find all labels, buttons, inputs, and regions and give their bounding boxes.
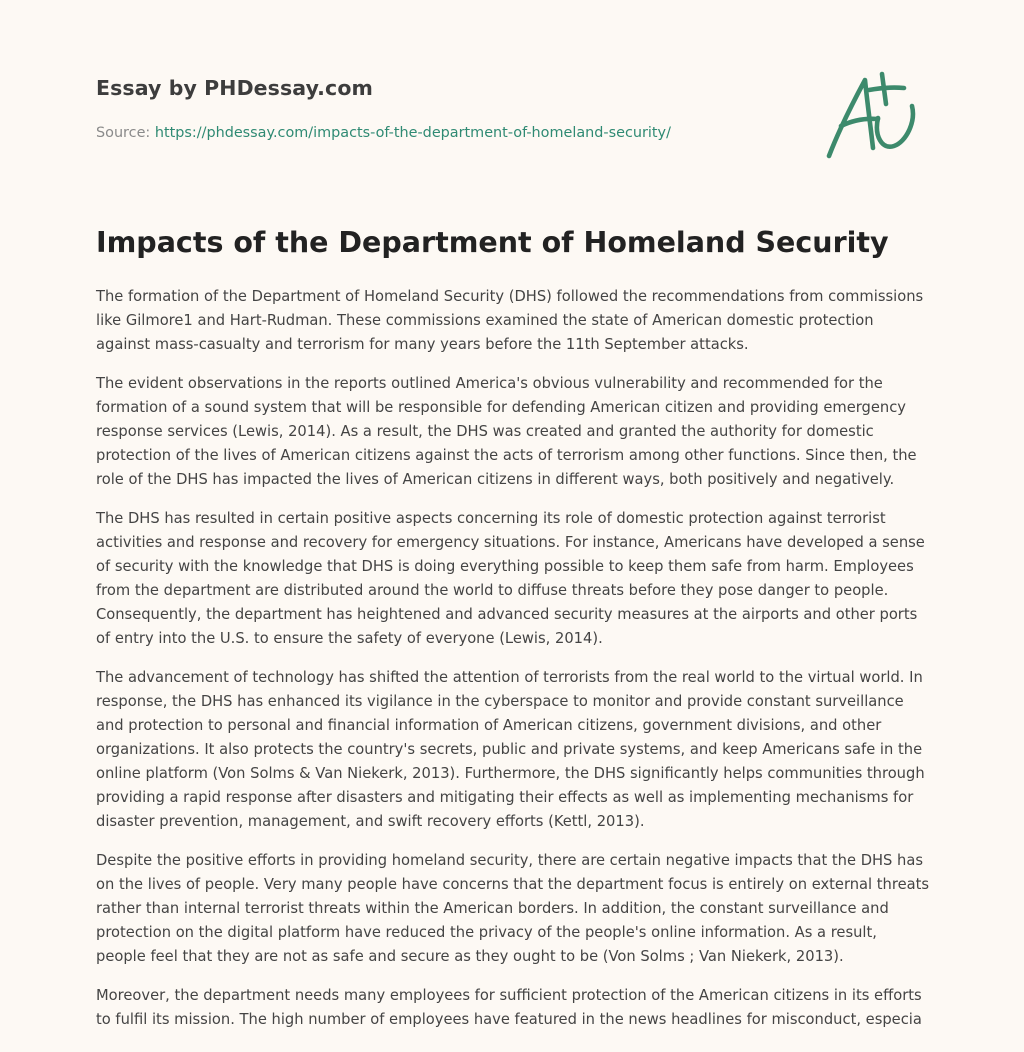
page-title: Impacts of the Department of Homeland Security (96, 226, 889, 259)
brand-title: Essay by PHDessay.com (96, 76, 373, 100)
source-link[interactable]: https://phdessay.com/impacts-of-the-department-of-homeland-security/ (154, 125, 671, 141)
essay-header (96, 76, 796, 141)
a-plus-logo-icon (820, 66, 928, 166)
paragraph-6: Moreover, the department needs many employees for sufficient protection of the American citizens in its efforts to fulfil its mission. The high number of employees have featured in the news headlines for misconduct, especia (96, 987, 922, 1028)
paragraph-3: The DHS has resulted in certain positive aspects concerning its role of domestic protection against terrorist activities and response and recovery for emergency situations. For instance, Americans have developed a sense of security with the knowledge that DHS is doing everything possible to keep them safe from harm. Employees from the department are distributed around the world to diffuse threats before they pose danger to people. Consequently, the department has heightened and advanced security measures at the airports and other ports of entry into the U.S. to ensure the safety of everyone (Lewis, 2014). (96, 510, 925, 647)
paragraph-5: Despite the positive efforts in providing homeland security, there are certain negative impacts that the DHS has on the lives of people. Very many people have concerns that the department focus is entirely on external threats rather than internal terrorist threats within the American borders. In addition, the constant surveillance and protection on the digital platform have reduced the privacy of the people's online information. As a result, people feel that they are not as safe and secure as they ought to be (Von Solms ; Van Niekerk, 2013). (96, 852, 930, 965)
logo-u-stroke (877, 106, 913, 147)
essay-body (96, 285, 931, 1047)
paragraph-4: The advancement of technology has shifted the attention of terrorists from the real world to the virtual world. In response, the DHS has enhanced its vigilance in the cyberspace to monitor and provide constant surveillance and protection to personal and financial information of American citizens, government divisions, and other organizations. It also protects the country's secrets, public and private systems, and keep Americans safe in the online platform (Von Solms & Van Niekerk, 2013). Furthermore, the DHS significantly helps communities through providing a rapid response after disasters and mitigating their effects as well as implementing mechanisms for disaster prevention, management, and swift recovery efforts (Kettl, 2013). (96, 669, 925, 830)
paragraph-2: The evident observations in the reports outlined America's obvious vulnerability and recommended for the formation of a sound system that will be responsible for defending American citizen and providing emergency response services (Lewis, 2014). As a result, the DHS was created and granted the authority for domestic protection of the lives of American citizens against the acts of terrorism among other functions. Since then, the role of the DHS has impacted the lives of American citizens in different ways, both positively and negatively. (96, 375, 917, 488)
paragraph-1: The formation of the Department of Homeland Security (DHS) followed the recommendations from commissions like Gilmore1 and Hart-Rudman. These commissions examined the state of American domestic protection against mass-casualty and terrorism for many years before the 11th September attacks. (96, 288, 924, 353)
source-line (96, 125, 671, 141)
source-label: Source: (96, 125, 151, 141)
logo-plus-horizontal (869, 88, 904, 90)
